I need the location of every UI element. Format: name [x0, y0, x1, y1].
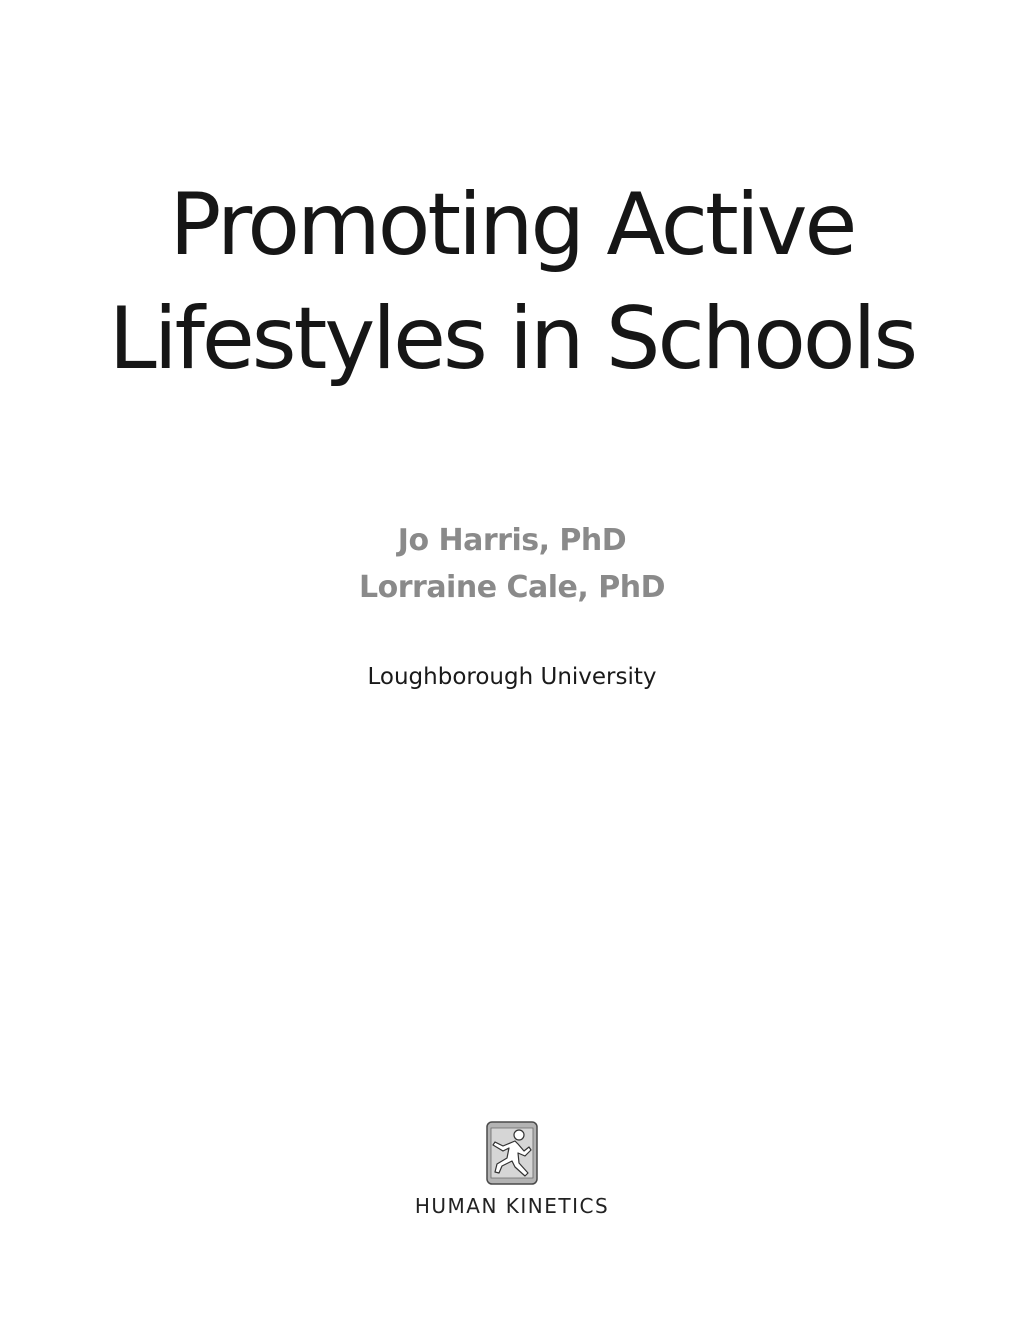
author-list [0, 517, 1024, 611]
book-title-line-2: Lifestyles in Schools [108, 289, 916, 389]
author-name: Lorraine Cale, PhD [359, 570, 665, 605]
running-figure-icon [485, 1120, 539, 1186]
publisher-name: HUMAN KINETICS [414, 1194, 610, 1218]
book-title-line-1: Promoting Active [169, 175, 855, 275]
author-name: Jo Harris, PhD [397, 523, 627, 558]
publisher-block [0, 1120, 1024, 1221]
author-affiliation: Loughborough University [367, 664, 657, 690]
book-title [0, 168, 1024, 396]
